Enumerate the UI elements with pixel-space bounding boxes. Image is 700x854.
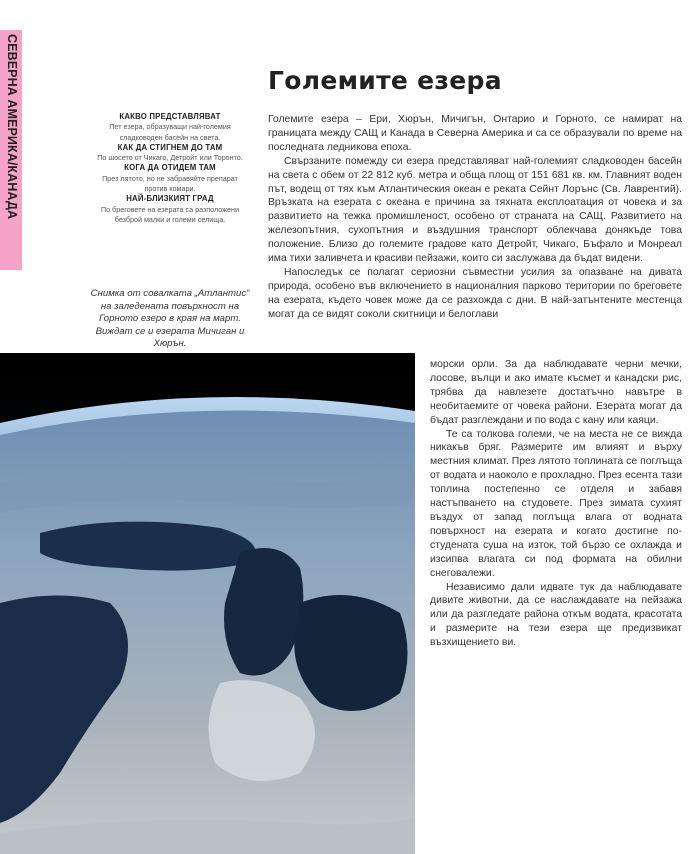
article-body-narrow [430, 358, 682, 650]
earth-image [0, 353, 415, 854]
photo-caption: Снимка от совалката „Атлантис“ на заледената повърхност на Горното езеро в края на март. Виждат се и езерата Мичиган и Хюрън. [90, 288, 250, 349]
paragraph-2: Свързаните помежду си езера представляват най-големият сладководен басейн на света с обем от 22 812 куб. метра и обща площ от 151 681 кв. км. Главният воден път, водещ от тях към Атлантическия океан е рекатa Сейнт Лорънс (Св. Лаврентий). Връзката на езерата с океана е причина за тяхната експлоатация от човека и за развитието на тежка промишленост, особено от страната на САЩ. Развитието на железопътния, сухопътния и въздушния транспорт облекчава донякъде това положение. Близо до големите градове като Детройт, Чикаго, Бъфало и Монреал има тихи заливчета и красиви пейзажи, които си заслужава да бъдат видени. [268, 155, 682, 265]
info-what-heading: КАКВО ПРЕДСТАВЛЯВАТ [119, 112, 221, 121]
info-when-text: През лятото, но не забравяйте препарат против комари. [102, 173, 238, 194]
info-what-text: Пет езера, образуващи най-големия сладководен басейн на света. [109, 122, 231, 142]
paragraph-3-wide: Напоследък се полагат сериозни съвместни усилия за опазване на дивата природа, особено във включението в националния парково територии по бреговете на езерата, където човек може да се разхожда с дни. В най-затънтените местенца могат да се видят соколи скитници и белоглави [268, 266, 682, 320]
paragraph-4: Те са толкова големи, че на места не се вижда никакъв бряг. Размерите им влияят и върху местния климат. През лятото топлината се поглъща от водата и наоколо е прохладно. През есента тази топлина постепенно се отделя и забавя настъпването на студовете. През зимата сухият въздух от запад поглъща влага от водната повърхност на езерата и когато достигне по-студената суша на изток, той бързо се охлажда и изсипва влагата си под формата на обилни снеговалежи. [430, 428, 682, 579]
info-city-heading: НАЙ-БЛИЗКИЯТ ГРАД [126, 194, 214, 204]
info-when-heading: КОГА ДА ОТИДЕМ ТАМ [124, 163, 216, 173]
section-label: СЕВЕРНА АМЕРИКА/КАНАДА [5, 34, 19, 220]
article-body-top [268, 113, 682, 322]
info-how-text: По шосето от Чикаго, Детройт или Торонто. [97, 153, 243, 163]
paragraph-3-narrow: морски орли. За да наблюдавате черни мечки, лосове, вълци и ако имате късмет и канадски рис, трябва да навлезете достатъчно навътре в необитаемите от човека райони. Езерата могат да бъдат разглеждани и по вода с кану или каяци. [430, 359, 682, 426]
info-box [90, 112, 250, 225]
info-city-text: По бреговете на езерата са разположени безброй малки и големи селища. [101, 204, 239, 224]
page-title: Големите езера [268, 66, 502, 95]
info-how-heading: КАК ДА СТИГНЕМ ДО ТАМ [117, 142, 223, 152]
satellite-photo [0, 353, 415, 854]
paragraph-1: Големите езера – Ери, Хюрън, Мичигън, Онтарио и Горното, се намират на границата между САЩ и Канада в Северна Америка и са се образували по време на последната ледникова епоха. [268, 114, 682, 153]
paragraph-5: Независимо дали идвате тук да наблюдавате дивите животни, да се наслаждавате на пейзажа или да разгледате района откъм водата, красотата и размерите на тези езера ще предизвикат възхищението ви. [430, 581, 682, 649]
